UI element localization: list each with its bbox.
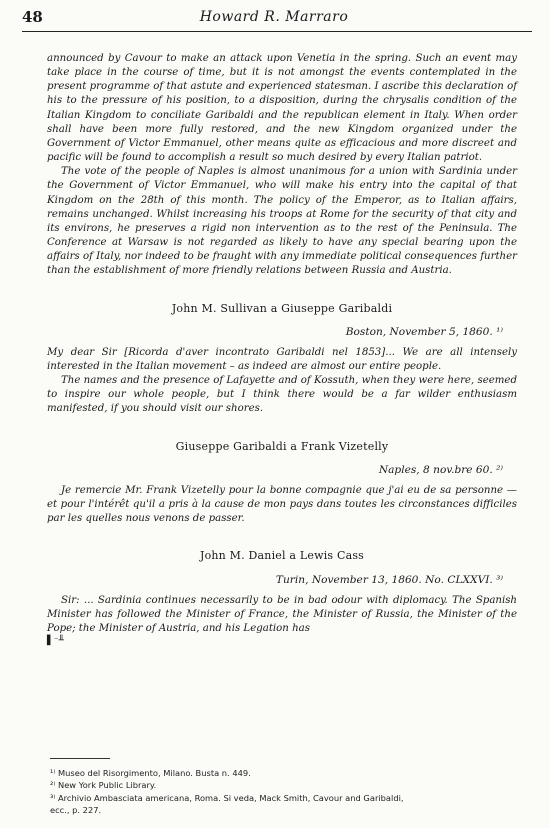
letter-paragraph: My dear Sir [Ricorda d'aver incontrato Garibaldi nel 1853]... We are all intensely interested in the Italian movement – as indeed are almost our entire people. (47, 346, 517, 372)
footnote: ³⁾ Archivio Ambasciata americana, Roma. Si veda, Mack Smith, Cavour and Garibaldi, (50, 792, 404, 803)
letter-dateline: Boston, November 5, 1860. ¹⁾ (345, 325, 503, 338)
header-rule (22, 31, 532, 32)
footnotes (50, 767, 520, 816)
footnote-continuation: ecc., p. 227. (50, 804, 102, 815)
letter-paragraph: The names and the presence of Lafayette and of Kossuth, when they were here, seemed to inspire our whole people, but I think there would be a far wilder enthusiasm manifested, if you should visit our shores. (47, 375, 517, 415)
letter-heading: Giuseppe Garibaldi a Frank Vizetelly (175, 439, 389, 453)
letter-heading: John M. Daniel a Lewis Cass (199, 549, 365, 563)
letter-paragraph: Je remercie Mr. Frank Vizetelly pour la bonne compagnie que j'ai eu de sa personne — et pour l'intérêt qu'il a pris à la cause de mon pays dans toutes les circonstances difficiles par les quelles nous venons de passer. (47, 484, 517, 525)
header-title: Howard R. Marraro (199, 9, 349, 25)
footnote: ¹⁾ Museo del Risorgimento, Milano. Busta n. 449. (50, 768, 251, 778)
letter-dateline: Turin, November 13, 1860. No. CLXXVI. ³⁾ (275, 573, 503, 586)
letter-heading: John M. Sullivan a Giuseppe Garibaldi (171, 301, 393, 315)
paragraph: announced by Cavour to make an attack upon Venetia in the spring. Such an event may take place in the course of time, but it is not amongst the events contemplated in the present programme of that astute and experienced statesman. I ascribe this declaration of his to the pressure of his position, to a disposition, during the chrysalis condition of the Italian Kingdom to conciliate Garibaldi and the republican element in Italy. When order shall have been more fully restored, and the new Kingdom organized under the Government of Victor Emmanuel, other means quite as efficacious and more discreet and pacific will be found to accomplish a result so much desired by every Italian patriot. (47, 53, 517, 164)
letter-paragraph: Sir: ... Sardinia continues necessarily to be in bad odour with diplomacy. The Spanish Minister has followed the Minister of France, the Minister of Russia, the Minister of the Pope; the Minister of Austria, and his Legation has (47, 594, 517, 634)
page-number: 48 (22, 8, 43, 26)
running-head (22, 8, 526, 30)
body-text (47, 52, 517, 646)
trailing-fragment: ▌⁻╨ (47, 636, 65, 647)
letter-dateline: Naples, 8 nov.bre 60. ²⁾ (378, 463, 503, 476)
footnote: ²⁾ New York Public Library. (50, 780, 157, 791)
paragraph: The vote of the people of Naples is almost unanimous for a union with Sardinia under the Government of Victor Emmanuel, who will make his entry into the capital of that Kingdom on the 28th of this month. The policy of the Emperor, as to Italian affairs, remains unchanged. Whilst increasing his troops at Rome for the security of that city and its environs, he preserves a rigid non intervention as to the rest of the Peninsula. The Conference at Warsaw is not regarded as likely to have any special bearing upon the affairs of Italy, nor indeed to be fraught with any immediate political consequences further than the establishment of more friendly relations between Russia and Austria. (47, 166, 517, 277)
footnote-rule (50, 758, 110, 759)
